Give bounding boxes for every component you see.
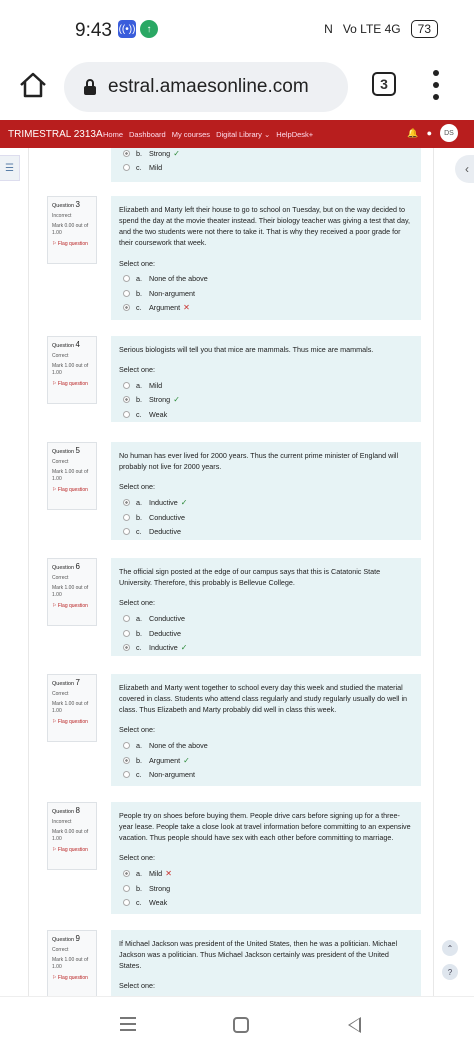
back-icon[interactable] <box>348 1017 361 1033</box>
flag-icon: ⚐ <box>52 975 57 981</box>
answer-option[interactable]: c. Mild <box>123 161 413 176</box>
help-icon[interactable]: ? <box>442 964 458 980</box>
question-panel <box>111 674 421 786</box>
question-state: Incorrect <box>52 819 72 825</box>
flag-question-link[interactable]: ⚐ Flag question <box>52 719 88 725</box>
url-text: estral.amaesonline.com <box>108 76 309 97</box>
answer-option[interactable]: b. Non-argument <box>123 286 413 301</box>
flag-question-link[interactable]: ⚐ Flag question <box>52 241 88 247</box>
flag-icon: ⚐ <box>52 487 57 493</box>
question-state: Correct <box>52 575 69 581</box>
hotspot-icon: ((•)) <box>118 20 136 38</box>
radio-icon[interactable] <box>123 382 130 389</box>
lock-icon <box>82 78 98 96</box>
bell-icon[interactable]: 🔔 <box>407 127 419 138</box>
radio-icon[interactable] <box>123 644 130 651</box>
select-label: Select one: <box>119 365 155 375</box>
radio-icon[interactable] <box>123 771 130 778</box>
select-label: Select one: <box>119 725 155 735</box>
status-time: 9:43 <box>75 20 112 41</box>
radio-icon[interactable] <box>123 514 130 521</box>
battery-icon: 73 <box>411 20 438 38</box>
radio-icon[interactable] <box>123 396 130 403</box>
radio-icon[interactable] <box>123 499 130 506</box>
question-mark: Mark 0.00 out of 1.00 <box>52 223 89 236</box>
flag-question-link[interactable]: ⚐ Flag question <box>52 381 88 387</box>
question-info: Question 6 Correct Mark 1.00 out of 1.00 ⚐ Flag question <box>47 558 97 626</box>
question-mark: Mark 1.00 out of 1.00 <box>52 957 89 970</box>
nav-digital-library[interactable]: Digital Library ⌄ <box>216 129 271 139</box>
flag-icon: ⚐ <box>52 241 57 247</box>
question-info: Question 7 Correct Mark 1.00 out of 1.00 ⚐ Flag question <box>47 674 97 742</box>
answer-option[interactable]: a. None of the above <box>123 272 413 287</box>
flag-icon: ⚐ <box>52 847 57 853</box>
select-label: Select one: <box>119 598 155 608</box>
home-button-icon[interactable] <box>233 1017 249 1033</box>
home-icon[interactable] <box>18 70 48 100</box>
question-text: Elizabeth and Marty went together to school every day this week and studied the material covered in class. Students who attend class regularly and study regularly usually do well in class. Thus Elizabeth and Marty probably did well in class this week. <box>119 683 408 715</box>
answer-option[interactable]: a. Mild <box>123 378 413 393</box>
question-panel <box>111 336 421 422</box>
question-panel <box>111 930 421 996</box>
question-state: Correct <box>52 353 69 359</box>
site-navbar <box>0 120 474 148</box>
check-icon: ✓ <box>173 148 180 158</box>
more-menu-icon[interactable] <box>430 70 442 100</box>
answer-option[interactable]: c. Non-argument <box>123 767 413 782</box>
question-text: People try on shoes before buying them. People drive cars before signing up for a three-year lease. People take a close look at travel information before committing to an expensive vacation. Thus people should have sex with each other before committing to marriage. <box>119 811 411 843</box>
flag-icon: ⚐ <box>52 719 57 725</box>
select-label: Select one: <box>119 258 155 268</box>
answer-option[interactable]: c. Argument ✕ <box>123 301 413 316</box>
radio-icon[interactable] <box>123 528 130 535</box>
question-mark: Mark 1.00 out of 1.00 <box>52 469 89 482</box>
question-mark: Mark 1.00 out of 1.00 <box>52 701 89 714</box>
site-brand[interactable]: TRIMESTRAL 2313A <box>8 128 103 140</box>
question-info: Question 5 Correct Mark 1.00 out of 1.00 ⚐ Flag question <box>47 442 97 510</box>
avatar[interactable]: DS <box>440 124 458 142</box>
radio-icon[interactable] <box>123 742 130 749</box>
chat-icon[interactable]: ● <box>426 128 432 138</box>
question-state: Correct <box>52 947 69 953</box>
answer-option[interactable]: c. Inductive ✓ <box>123 640 413 655</box>
radio-icon[interactable] <box>123 615 130 622</box>
quiz-review <box>28 148 434 996</box>
cross-icon: ✕ <box>183 303 190 313</box>
question-text: No human has ever lived for 2000 years. Thus the current prime minister of England will probably not live for 2000 years. <box>119 451 399 472</box>
radio-icon[interactable] <box>123 290 130 297</box>
radio-icon[interactable] <box>123 885 130 892</box>
select-label: Select one: <box>119 853 155 863</box>
question-mark: Mark 1.00 out of 1.00 <box>52 363 89 376</box>
question-panel-prev <box>111 148 421 182</box>
system-navigation-bar <box>0 996 474 1053</box>
radio-icon[interactable] <box>123 899 130 906</box>
question-panel <box>111 442 421 540</box>
answer-option[interactable]: b. Deductive <box>123 626 413 641</box>
question-panel <box>111 558 421 656</box>
question-panel <box>111 802 421 914</box>
answer-option[interactable]: c. Weak <box>123 407 413 422</box>
question-panel <box>111 196 421 320</box>
flag-icon: ⚐ <box>52 381 57 387</box>
question-text: If Michael Jackson was president of the United States, then he was a politician. Michael Jackson was a politician. Thus Michael Jackson certainly was president of the United States. <box>119 939 398 971</box>
question-text: The official sign posted at the edge of our campus says that this is Catatonic State University. Therefore, this probably is Bellevue College. <box>119 567 381 588</box>
nav-helpdesk[interactable]: HelpDesk+ <box>276 129 314 139</box>
question-info: Question 8 Incorrect Mark 0.00 out of 1.00 ⚐ Flag question <box>47 802 97 870</box>
answer-option[interactable]: a. Conductive <box>123 611 413 626</box>
block-drawer-toggle-icon[interactable]: ‹ <box>455 155 474 183</box>
flag-question-link[interactable]: ⚐ Flag question <box>52 603 88 609</box>
status-bar <box>0 0 474 58</box>
flag-question-link[interactable]: ⚐ Flag question <box>52 975 88 981</box>
radio-icon[interactable] <box>123 630 130 637</box>
upload-icon: ↑ <box>140 20 158 38</box>
answer-option[interactable]: b. Strong ✓ <box>123 148 413 161</box>
radio-icon[interactable] <box>123 275 130 282</box>
check-icon: ✓ <box>173 395 180 405</box>
question-info: Question 3 Incorrect Mark 0.00 out of 1.00 ⚐ Flag question <box>47 196 97 264</box>
radio-icon[interactable] <box>123 164 130 171</box>
answer-option[interactable]: a. Inductive ✓ <box>123 495 413 510</box>
radio-icon[interactable] <box>123 150 130 157</box>
question-mark: Mark 0.00 out of 1.00 <box>52 829 89 842</box>
answer-option[interactable]: a. Mild ✕ <box>123 866 413 881</box>
question-mark: Mark 1.00 out of 1.00 <box>52 585 89 598</box>
radio-icon[interactable] <box>123 870 130 877</box>
tab-switcher-button[interactable]: 3 <box>372 72 396 96</box>
question-state: Correct <box>52 691 69 697</box>
flag-question-link[interactable]: ⚐ Flag question <box>52 487 88 493</box>
status-right <box>324 20 438 38</box>
recent-apps-icon[interactable] <box>120 1017 136 1031</box>
nav-my-courses[interactable]: My courses <box>171 129 211 139</box>
question-text: Serious biologists will tell you that mice are mammals. Thus mice are mammals. <box>119 345 374 354</box>
select-label: Select one: <box>119 981 155 991</box>
check-icon: ✓ <box>183 755 190 765</box>
question-info: Question 9 Correct Mark 1.00 out of 1.00 ⚐ Flag question <box>47 930 97 996</box>
question-state: Incorrect <box>52 213 72 219</box>
select-label: Select one: <box>119 482 155 492</box>
answer-option[interactable]: c. Deductive <box>123 524 413 539</box>
check-icon: ✓ <box>180 498 188 508</box>
nav-right <box>407 124 458 142</box>
answer-option[interactable]: a. None of the above <box>123 738 413 753</box>
flag-question-link[interactable]: ⚐ Flag question <box>52 847 88 853</box>
answer-option[interactable]: b. Conductive <box>123 510 413 525</box>
check-icon: ✓ <box>180 643 188 653</box>
question-state: Correct <box>52 459 69 465</box>
radio-icon[interactable] <box>123 411 130 418</box>
nav-home[interactable]: Home <box>103 129 124 139</box>
answer-option[interactable]: b. Strong ✓ <box>123 393 413 408</box>
browser-toolbar <box>0 58 474 120</box>
nav-dashboard[interactable]: Dashboard <box>129 129 166 139</box>
radio-icon[interactable] <box>123 757 130 764</box>
question-info: Question 4 Correct Mark 1.00 out of 1.00 ⚐ Flag question <box>47 336 97 404</box>
answer-option[interactable]: b. Strong <box>123 881 413 896</box>
flag-icon: ⚐ <box>52 603 57 609</box>
cross-icon: ✕ <box>165 869 172 879</box>
answer-option[interactable]: b. Argument ✓ <box>123 753 413 768</box>
question-text: Elizabeth and Marty left their house to go to school on Tuesday, but on the way decided to spend the day at the movie theater instead. Their biology teacher was giving a test that day, and the two students were not there to take it. That is why they received a poor grade for their coursework that week. <box>119 205 411 248</box>
radio-icon[interactable] <box>123 304 130 311</box>
drawer-toggle-icon[interactable]: ☰ <box>0 155 20 181</box>
answer-option[interactable]: c. Weak <box>123 895 413 910</box>
address-bar[interactable] <box>64 62 348 112</box>
network-indicator: Vo LTE 4G <box>342 22 401 36</box>
scroll-up-icon[interactable]: ⌃ <box>442 940 458 956</box>
nfc-icon: N <box>324 22 333 36</box>
